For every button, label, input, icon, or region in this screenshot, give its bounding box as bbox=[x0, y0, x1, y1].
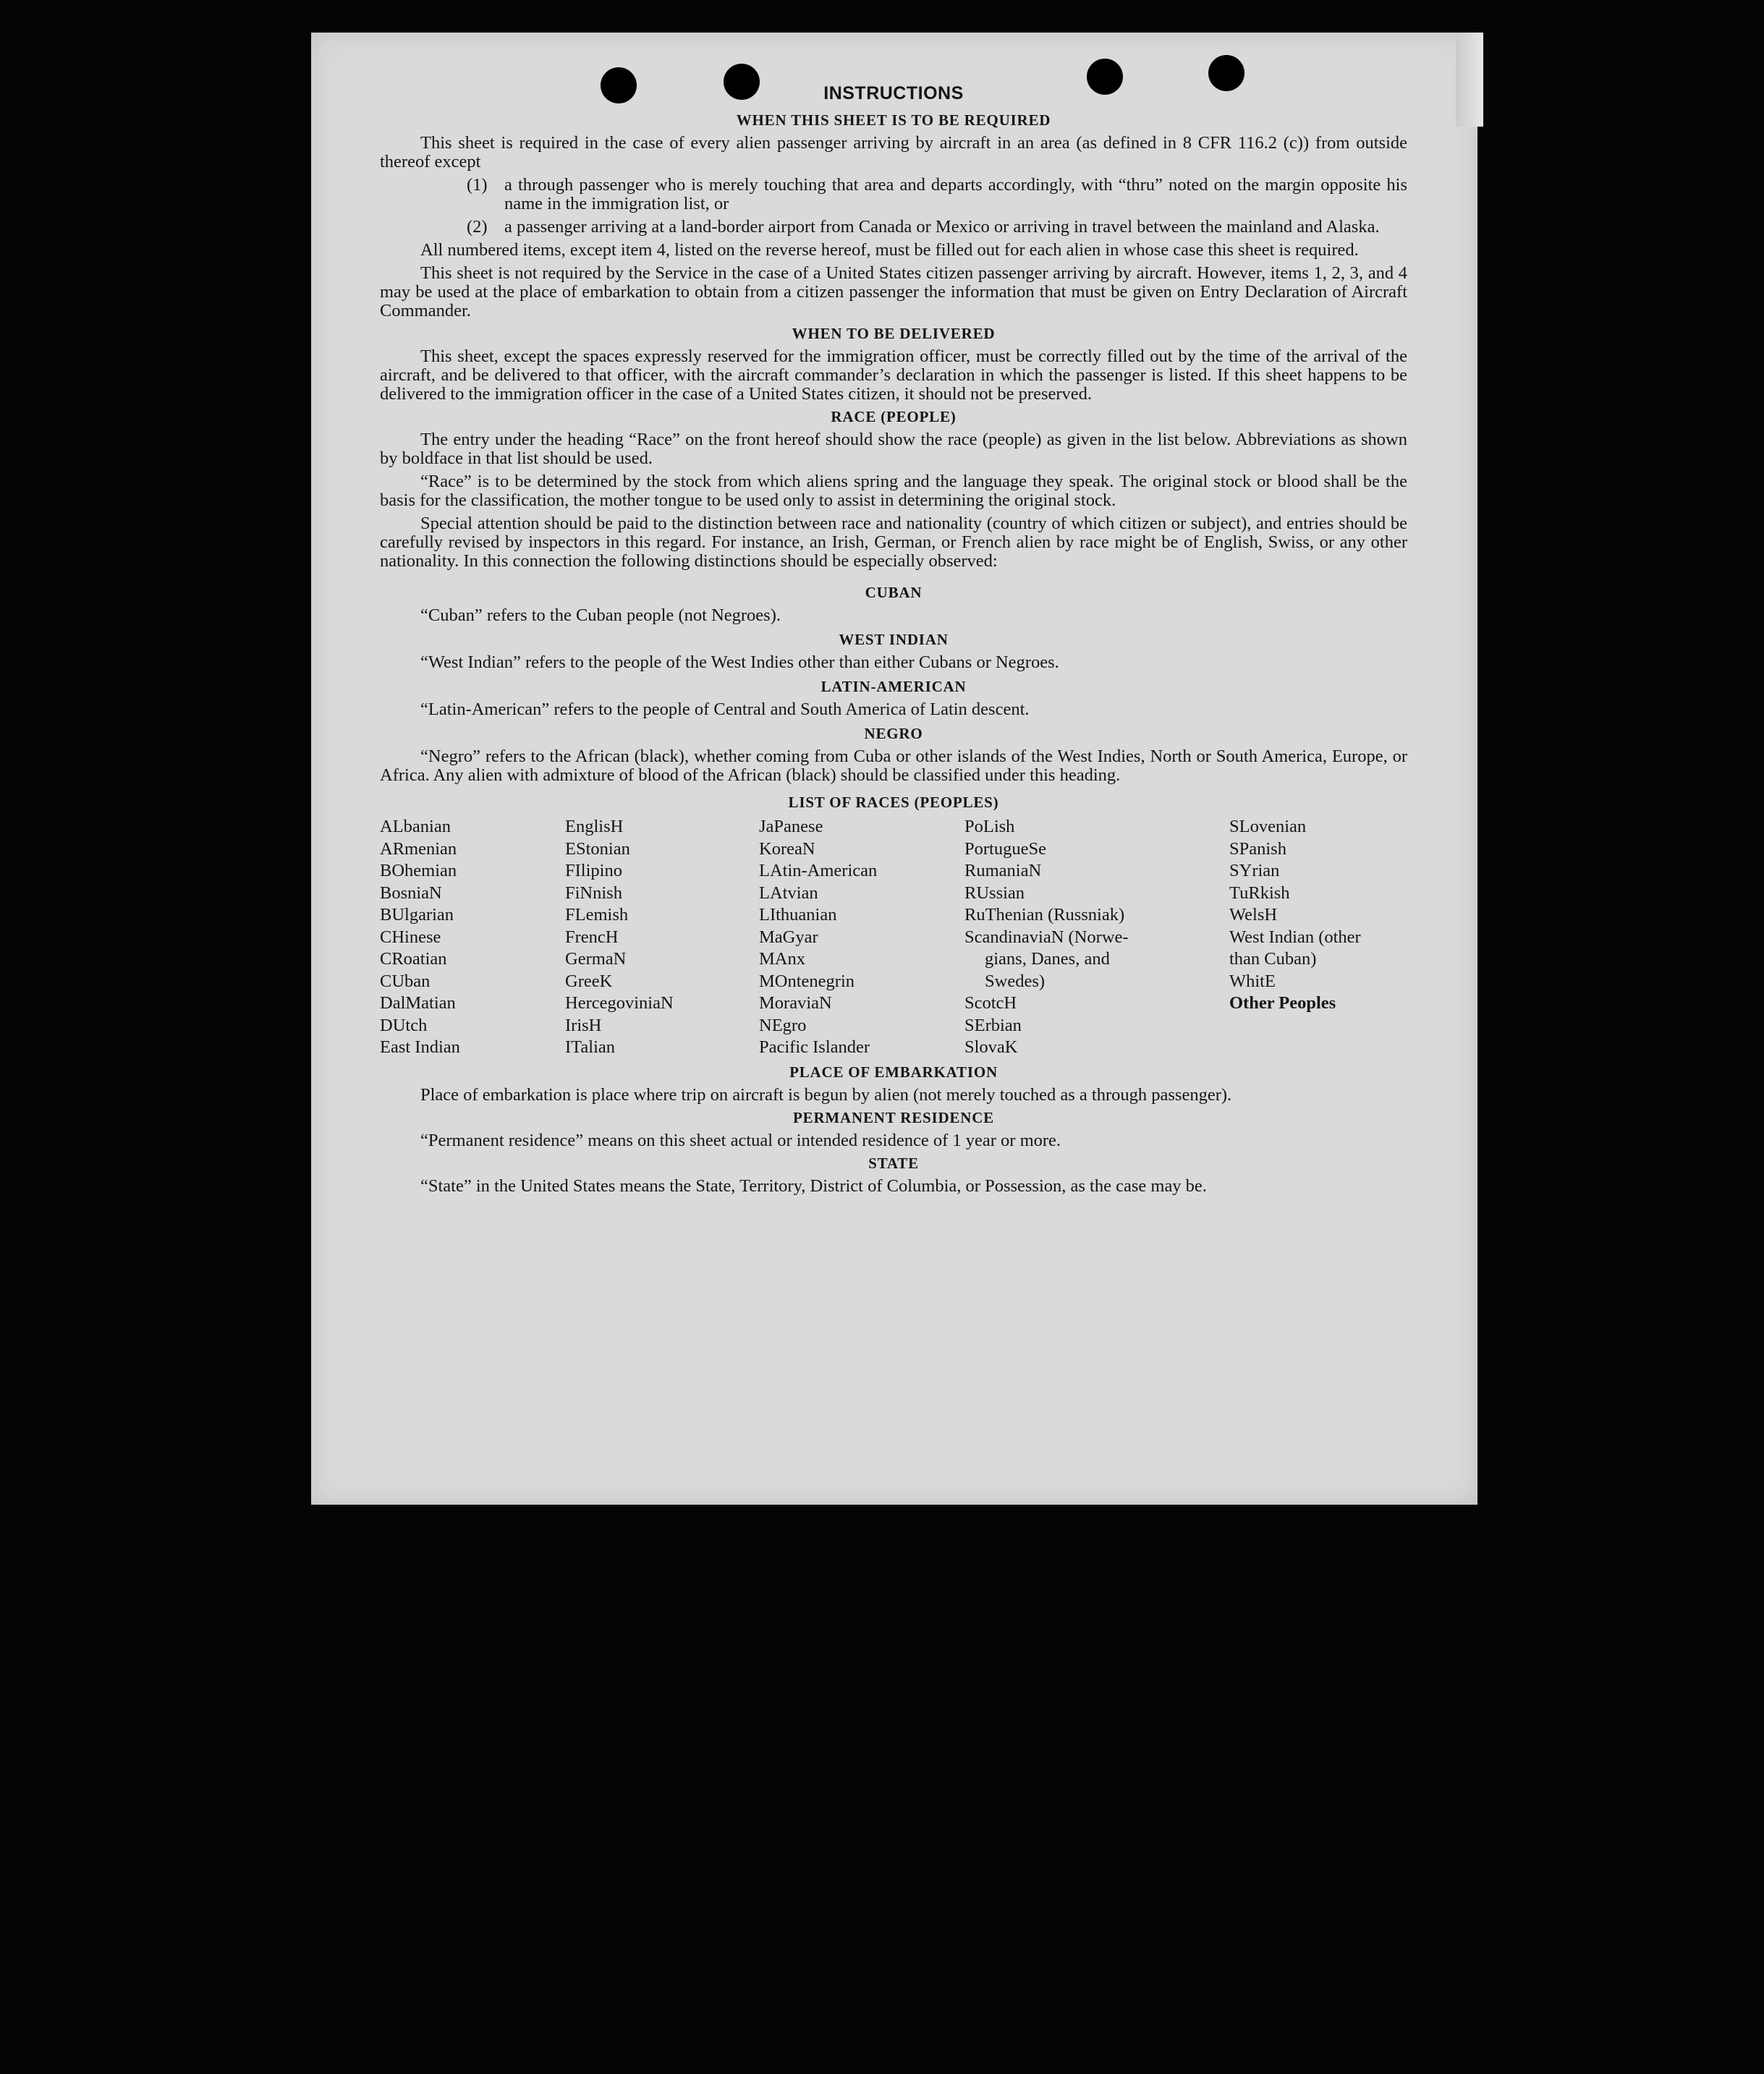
race-entry: SLovenian bbox=[1229, 817, 1307, 836]
paragraph: Place of embarkation is place where trip on aircraft is begun by alien (not merely touched as a through passenger). bbox=[420, 1084, 1232, 1105]
item-number: (1) bbox=[467, 175, 488, 195]
race-entry: FIlipino bbox=[565, 861, 622, 880]
race-entry: SYrian bbox=[1229, 861, 1280, 880]
race-entry: MOntenegrin bbox=[759, 971, 855, 991]
race-entry: ScotcH bbox=[964, 993, 1017, 1013]
race-entry: BUlgarian bbox=[380, 905, 454, 925]
race-entry: PortugueSe bbox=[964, 838, 1046, 859]
race-entry: FrencH bbox=[565, 927, 619, 947]
race-entry: PoLish bbox=[964, 817, 1015, 836]
paragraph: “State” in the United States means the State, Territory, District of Columbia, or Possession, as the case may be. bbox=[420, 1176, 1207, 1196]
section-heading: WHEN THIS SHEET IS TO BE REQUIRED bbox=[736, 111, 1051, 129]
paragraph: “Negro” refers to the African (black), whether coming from Cuba or other islands of the West Indies, North or South America, Europe, or Africa. Any alien with admixture of blood of the African (black) should be classified under this heading. bbox=[380, 747, 1407, 785]
race-entry: ALbanian bbox=[380, 817, 451, 836]
race-entry: ScandinaviaN (Norwe- bbox=[964, 927, 1129, 947]
section-heading: PLACE OF EMBARKATION bbox=[789, 1063, 998, 1081]
race-entry: WelsH bbox=[1229, 905, 1278, 925]
page-curl bbox=[1456, 33, 1483, 127]
race-entry: CUban bbox=[380, 971, 431, 991]
race-entry: BOhemian bbox=[380, 861, 457, 880]
section-heading: LIST OF RACES (PEOPLES) bbox=[788, 794, 999, 811]
race-entry: BosniaN bbox=[380, 883, 442, 903]
races-list bbox=[380, 816, 1407, 1059]
race-entry: CRoatian bbox=[380, 949, 447, 969]
race-entry: GreeK bbox=[565, 971, 613, 991]
section-heading: LATIN-AMERICAN bbox=[820, 678, 967, 695]
paragraph: This sheet is not required by the Service in the case of a United States citizen passenger arriving by aircraft. However, items 1, 2, 3, and 4 may be used at the place of embarkation to obtain from a citizen passenger the information that must be given on Entry Declaration of Aircraft Commander. bbox=[380, 263, 1407, 320]
item-text: a through passenger who is merely touching that area and departs accordingly, with “thru” noted on the margin opposite his name in the immigration list, or bbox=[504, 175, 1407, 213]
section-heading: CUBAN bbox=[865, 584, 923, 601]
race-entry: West Indian (other bbox=[1229, 927, 1361, 947]
race-entry: KoreaN bbox=[759, 838, 815, 859]
race-entry: SPanish bbox=[1229, 838, 1286, 859]
list-item bbox=[380, 218, 1407, 237]
race-entry: LAtin-American bbox=[759, 861, 878, 880]
definition: “Cuban” refers to the Cuban people (not Negroes). bbox=[420, 605, 781, 625]
definition: “Latin-American” refers to the people of Central and South America of Latin descent. bbox=[420, 700, 1030, 719]
race-entry: MoraviaN bbox=[759, 993, 832, 1013]
race-entry: DUtch bbox=[380, 1015, 428, 1035]
race-entry: WhitE bbox=[1229, 971, 1276, 991]
race-entry: TuRkish bbox=[1229, 883, 1290, 903]
race-entry: IrisH bbox=[565, 1015, 602, 1035]
race-entry: GermaN bbox=[565, 949, 627, 969]
race-entry: JaPanese bbox=[759, 817, 823, 836]
race-entry: FLemish bbox=[565, 905, 629, 925]
paragraph: Special attention should be paid to the distinction between race and nationality (country of which citizen or subject), and entries should be carefully revised by inspectors in this regard. For instance, an Irish, German, or French alien by race might be of English, Swiss, or any other nationality. In this connection the following distinctions should be especially observed: bbox=[380, 514, 1407, 571]
race-entry: EStonian bbox=[565, 838, 630, 859]
document-sheet bbox=[311, 33, 1477, 1505]
paragraph: This sheet, except the spaces expressly reserved for the immigration officer, must be correctly filled out by the time of the arrival of the aircraft, and be delivered to that officer, with the aircraft commander’s declaration in which the passenger is listed. If this sheet happens to be delivered to the immigration officer in the case of a United States citizen, it should not be preserved. bbox=[380, 347, 1407, 404]
paragraph: This sheet is required in the case of every alien passenger arriving by aircraft in an area (as defined in 8 CFR 116.2 (c)) from outside thereof except bbox=[380, 133, 1407, 171]
paragraph: “Race” is to be determined by the stock from which aliens spring and the language they speak. The original stock or blood shall be the basis for the classification, the mother tongue to be used only to assist in determining the original stock. bbox=[380, 472, 1407, 510]
race-entry: MaGyar bbox=[759, 927, 818, 947]
paragraph: All numbered items, except item 4, listed on the reverse hereof, must be filled out for each alien in whose case this sheet is required. bbox=[420, 240, 1359, 260]
list-item bbox=[380, 176, 1407, 213]
race-entry: RumaniaN bbox=[964, 861, 1042, 880]
race-entry: CHinese bbox=[380, 927, 441, 947]
race-entry: NEgro bbox=[759, 1015, 807, 1035]
race-entry: Pacific Islander bbox=[759, 1037, 870, 1057]
race-entry: than Cuban) bbox=[1229, 949, 1317, 969]
race-entry: MAnx bbox=[759, 949, 805, 969]
race-entry: SErbian bbox=[964, 1015, 1022, 1035]
race-entry: Other Peoples bbox=[1229, 993, 1336, 1013]
race-entry: Swedes) bbox=[985, 971, 1046, 991]
race-entry: gians, Danes, and bbox=[985, 949, 1110, 969]
race-entry: HercegoviniaN bbox=[565, 993, 674, 1013]
race-entry: LIthuanian bbox=[759, 905, 837, 925]
item-text: a passenger arriving at a land-border airport from Canada or Mexico or arriving in travel between the mainland and Alaska. bbox=[504, 217, 1380, 237]
race-entry: SlovaK bbox=[964, 1037, 1018, 1057]
races-column bbox=[565, 816, 759, 1059]
item-number: (2) bbox=[467, 217, 488, 237]
paragraph: “Permanent residence” means on this sheet actual or intended residence of 1 year or more. bbox=[420, 1130, 1061, 1150]
paragraph: The entry under the heading “Race” on the front hereof should show the race (people) as given in the list below. Abbreviations as shown by boldface in that list should be used. bbox=[380, 430, 1407, 468]
instructions-content bbox=[380, 83, 1407, 1200]
race-entry: EnglisH bbox=[565, 817, 624, 836]
section-heading: PERMANENT RESIDENCE bbox=[793, 1108, 994, 1126]
race-entry: FiNnish bbox=[565, 883, 622, 903]
race-entry: DalMatian bbox=[380, 993, 456, 1013]
section-heading: WHEN TO BE DELIVERED bbox=[792, 325, 996, 342]
races-column bbox=[759, 816, 964, 1059]
definition: “West Indian” refers to the people of the West Indies other than either Cubans or Negroes. bbox=[420, 653, 1059, 672]
race-entry: LAtvian bbox=[759, 883, 818, 903]
races-column bbox=[1229, 816, 1407, 1059]
race-entry: East Indian bbox=[380, 1037, 460, 1057]
races-column bbox=[380, 816, 565, 1059]
race-entry: RuThenian (Russniak) bbox=[964, 905, 1125, 925]
page-title: INSTRUCTIONS bbox=[823, 83, 964, 103]
section-heading: RACE (PEOPLE) bbox=[831, 408, 957, 425]
race-entry: RUssian bbox=[964, 883, 1025, 903]
race-entry: ARmenian bbox=[380, 838, 457, 859]
races-column bbox=[964, 816, 1229, 1059]
section-heading: STATE bbox=[868, 1154, 919, 1172]
section-heading: WEST INDIAN bbox=[839, 631, 949, 648]
race-entry: ITalian bbox=[565, 1037, 616, 1057]
section-heading: NEGRO bbox=[864, 725, 923, 742]
